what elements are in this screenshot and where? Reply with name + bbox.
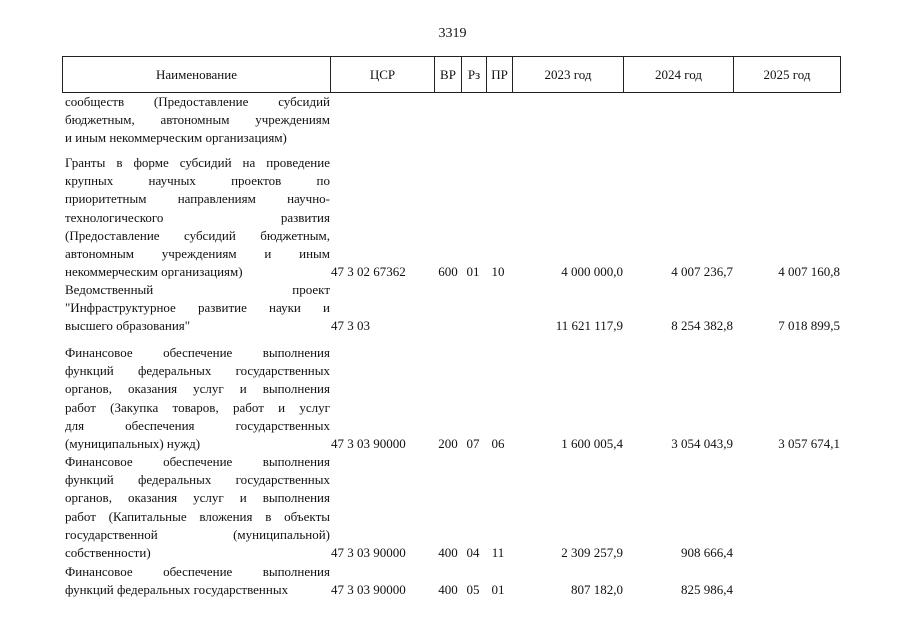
table-row: [62, 154, 841, 281]
cell-y2023: 11 621 117,9: [555, 318, 623, 334]
cell-vr: 400: [438, 582, 458, 598]
row-name-line: технологического развития: [65, 209, 330, 225]
cell-csr: 47 3 03: [331, 318, 370, 334]
row-name-line: функций федеральных государственных: [65, 472, 330, 488]
row-name: [65, 154, 330, 281]
row-name-line: некоммерческим организациям): [65, 264, 243, 280]
cell-y2023: 807 182,0: [571, 582, 623, 598]
table-row: [62, 344, 841, 453]
table-row: [62, 453, 841, 562]
cell-y2025: 4 007 160,8: [778, 264, 840, 280]
row-name-line: (Предоставление субсидий бюджетным,: [65, 227, 330, 243]
cell-pr: 01: [491, 582, 505, 598]
row-name-line: крупных научных проектов по: [65, 173, 330, 189]
header-name: Наименование: [63, 57, 331, 92]
table-row: [62, 563, 841, 599]
row-name-line: и иным некоммерческим организациям): [65, 130, 287, 146]
row-name-line: функций федеральных государственных: [65, 363, 330, 379]
row-name-line: (муниципальных) нужд): [65, 435, 201, 451]
header-vr: ВР: [435, 57, 462, 92]
cell-y2024: 3 054 043,9: [671, 435, 733, 451]
row-name: [65, 93, 330, 148]
cell-rz: 01: [466, 264, 480, 280]
row-name-line: автономным учреждениям и иным: [65, 245, 330, 261]
cell-y2023: 4 000 000,0: [561, 264, 623, 280]
cell-y2024: 825 986,4: [681, 582, 733, 598]
row-name-line: государственной (муниципальной): [65, 526, 330, 542]
cell-y2024: 4 007 236,7: [671, 264, 733, 280]
cell-pr: 06: [491, 435, 505, 451]
header-2025: 2025 год: [763, 66, 811, 82]
header-rz: Рз: [462, 57, 487, 92]
row-name: [65, 344, 330, 453]
row-name-line: Финансовое обеспечение выполнения: [65, 345, 330, 360]
row-name-line: органов, оказания услуг и выполнения: [65, 381, 330, 397]
cell-y2025: 7 018 899,5: [778, 318, 840, 334]
row-name-line: собственности): [65, 544, 151, 560]
cell-rz: 04: [466, 544, 480, 560]
header-2023: 2023 год: [513, 57, 624, 92]
row-name-line: для обеспечения государственных: [65, 417, 330, 433]
table-row: [62, 93, 841, 148]
page-number: 3319: [438, 26, 467, 41]
row-name-line: органов, оказания услуг и выполнения: [65, 490, 330, 506]
row-name-line: "Инфраструктурное развитие науки и: [65, 300, 330, 316]
cell-csr: 47 3 03 90000: [331, 544, 406, 560]
row-name-line: сообществ (Предоставление субсидий: [65, 94, 330, 109]
cell-y2025: 3 057 674,1: [778, 435, 840, 451]
row-name-line: приоритетным направлениям научно-: [65, 191, 330, 207]
row-name: [65, 453, 330, 562]
cell-rz: 07: [466, 435, 480, 451]
header-2024: 2024 год: [624, 57, 734, 92]
row-name-line: работ (Капитальные вложения в объекты: [65, 508, 330, 524]
row-name-line: Ведомственный проект: [65, 282, 330, 297]
cell-y2023: 1 600 005,4: [561, 435, 623, 451]
cell-csr: 47 3 03 90000: [331, 582, 406, 598]
header-csr: ЦСР: [331, 57, 435, 92]
cell-rz: 05: [466, 582, 480, 598]
cell-pr: 11: [491, 544, 505, 560]
row-name-line: Финансовое обеспечение выполнения: [65, 564, 330, 579]
cell-vr: 200: [438, 435, 458, 451]
cell-y2024: 908 666,4: [681, 544, 733, 560]
row-name-line: функций федеральных государственных: [65, 582, 289, 598]
row-name-line: Гранты в форме субсидий на проведение: [65, 155, 330, 170]
cell-y2023: 2 309 257,9: [561, 544, 623, 560]
table-header: [62, 56, 841, 93]
cell-pr: 10: [491, 264, 505, 280]
row-name-line: работ (Закупка товаров, работ и услуг: [65, 399, 330, 415]
row-name: [65, 563, 330, 599]
row-name-line: Финансовое обеспечение выполнения: [65, 454, 330, 469]
row-name-line: бюджетным, автономным учреждениям: [65, 112, 330, 128]
cell-csr: 47 3 02 67362: [331, 264, 406, 280]
cell-y2024: 8 254 382,8: [671, 318, 733, 334]
header-pr: ПР: [487, 57, 513, 92]
cell-vr: 400: [438, 544, 458, 560]
table-row: [62, 281, 841, 336]
cell-csr: 47 3 03 90000: [331, 435, 406, 451]
row-name: [65, 281, 330, 336]
row-name-line: высшего образования": [65, 318, 191, 334]
cell-vr: 600: [438, 264, 458, 280]
